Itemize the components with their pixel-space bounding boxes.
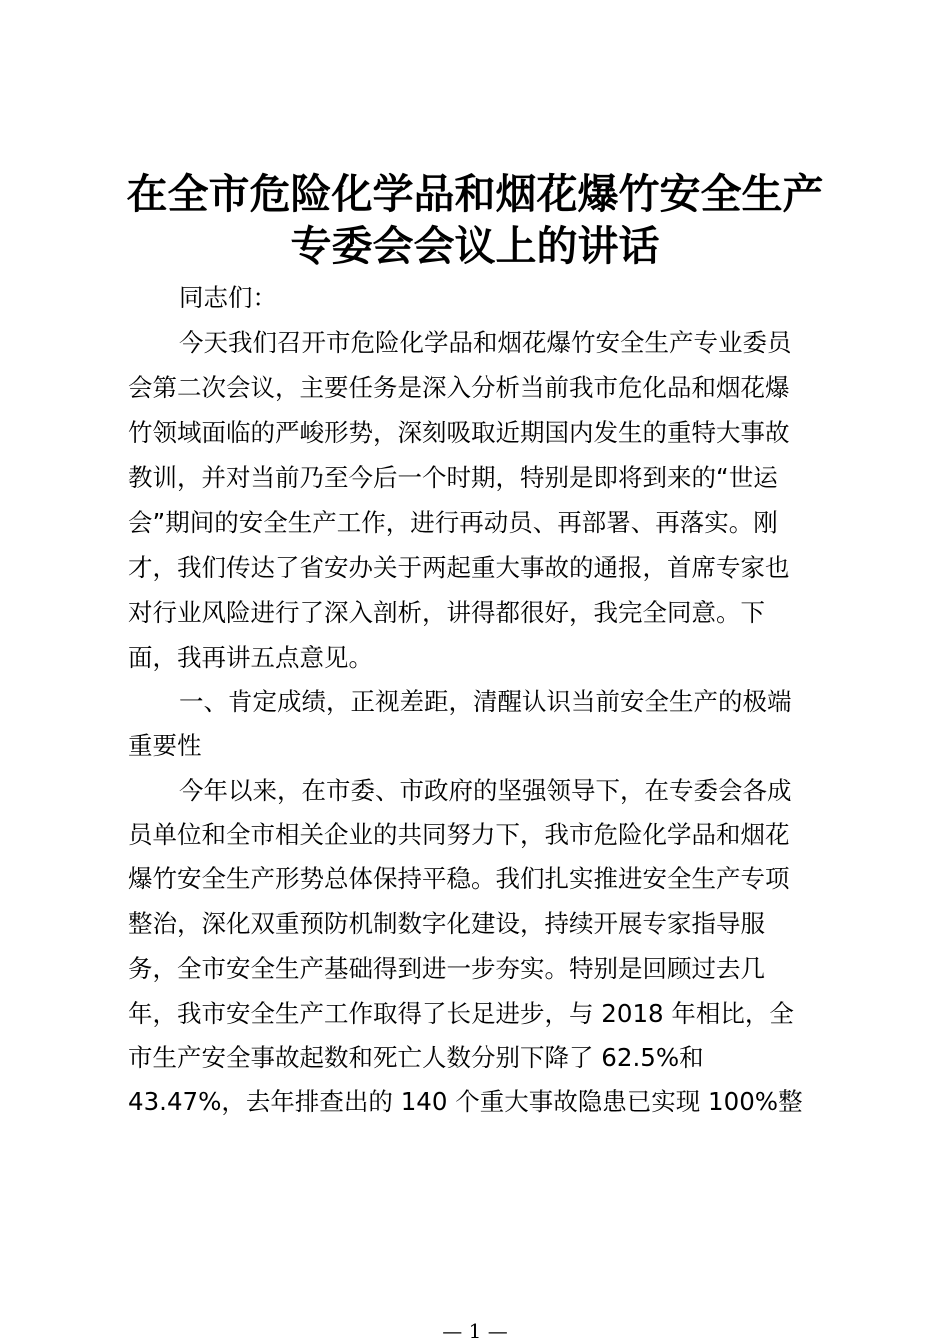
paragraph-1-line-7: 对行业风险进行了深入剖析，讲得都很好，我完全同意。下: [128, 598, 765, 627]
paragraph-3-line-5: 务，全市安全生产基础得到进一步夯实。特别是回顾过去几: [128, 954, 765, 983]
paragraph-3-line-6: 年，我市安全生产工作取得了长足进步，与 2018 年相比，全: [128, 999, 794, 1028]
paragraph-3-line-4: 整治，深化双重预防机制数字化建设，持续开展专家指导服: [128, 909, 765, 938]
salutation: 同志们：: [179, 283, 277, 312]
paragraph-1-line-4: 教训，并对当前乃至今后一个时期，特别是即将到来的“世运: [128, 463, 778, 492]
paragraph-3-line-1: 今年以来，在市委、市政府的坚强领导下，在专委会各成: [179, 776, 792, 805]
section-heading-line-1: 一、肯定成绩，正视差距，清醒认识当前安全生产的极端: [179, 687, 792, 716]
paragraph-1-line-8: 面，我再讲五点意见。: [128, 643, 373, 672]
paragraph-1-line-1: 今天我们召开市危险化学品和烟花爆竹安全生产专业委员: [179, 328, 792, 357]
paragraph-3-line-2: 员单位和全市相关企业的共同努力下，我市危险化学品和烟花: [128, 820, 790, 849]
section-heading-line-2: 重要性: [128, 731, 202, 760]
document-title-line-2: 专委会会议上的讲话: [290, 222, 660, 270]
paragraph-3-line-7: 市生产安全事故起数和死亡人数分别下降了 62.5%和: [128, 1043, 704, 1072]
paragraph-1-line-2: 会第二次会议，主要任务是深入分析当前我市危化品和烟花爆: [128, 373, 790, 402]
paragraph-3-line-8: 43.47%，去年排查出的 140 个重大事故隐患已实现 100%整: [128, 1087, 803, 1116]
page-number: — 1 —: [442, 1319, 508, 1343]
paragraph-1-line-6: 才，我们传达了省安办关于两起重大事故的通报，首席专家也: [128, 553, 790, 582]
paragraph-1-line-5: 会”期间的安全生产工作，进行再动员、再部署、再落实。刚: [128, 508, 778, 537]
paragraph-1-line-3: 竹领域面临的严峻形势，深刻吸取近期国内发生的重特大事故: [128, 418, 790, 447]
document-title-line-1: 在全市危险化学品和烟花爆竹安全生产: [126, 170, 824, 218]
paragraph-3-line-3: 爆竹安全生产形势总体保持平稳。我们扎实推进安全生产专项: [128, 864, 790, 893]
